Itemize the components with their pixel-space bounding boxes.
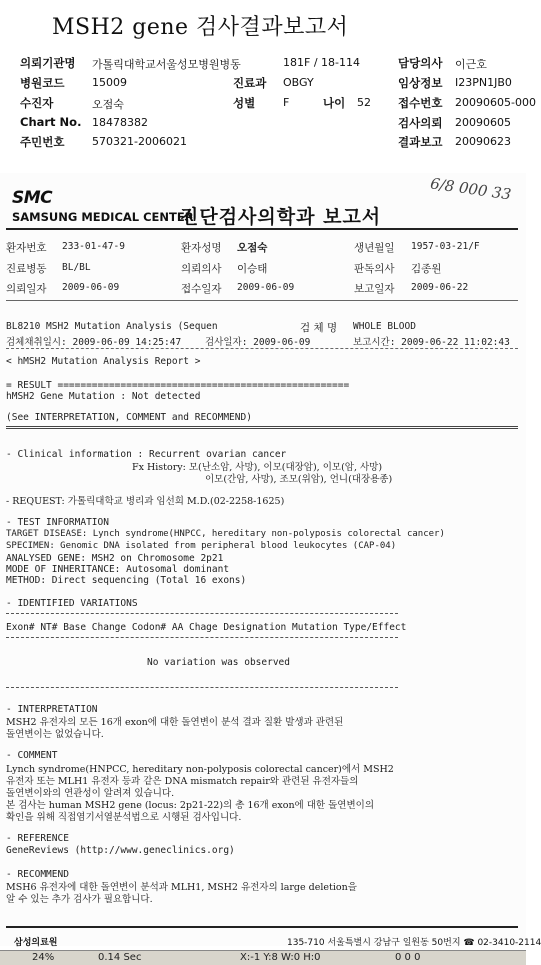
info-label: 접수일자 — [181, 283, 222, 295]
summary-value: F — [283, 96, 290, 109]
summary-value: 20090605 — [455, 116, 511, 129]
summary-value: 오점숙 — [92, 98, 124, 111]
comment-text: Lynch syndrome(HNPCC, hereditary non-polyposis colorectal cancer)에서 MSH2 — [6, 764, 394, 775]
summary-value: I23PN1JB0 — [455, 76, 512, 89]
report-title: 진단검사의학과 보고서 — [180, 206, 382, 228]
footer-divider — [6, 926, 518, 928]
analysed-gene: ANALYSED GENE: MSH2 on Chromosome 2p21 — [6, 553, 224, 564]
divider — [6, 613, 398, 614]
title-divider — [6, 228, 518, 230]
divider — [6, 348, 518, 349]
reference-link: GeneReviews (http://www.geneclinics.org) — [6, 845, 235, 856]
recommend-text: MSH6 유전자에 대한 돌연변이 분석과 MLH1, MSH2 유전자의 large deletion을 — [6, 882, 357, 893]
info-value: 2009-06-22 — [411, 282, 469, 293]
comment-text: 돌연변이와의 연관성이 알려져 있습니다. — [6, 788, 175, 799]
recommend-heading: - RECOMMEND — [6, 869, 69, 880]
summary-value: 15009 — [92, 76, 127, 89]
info-value: 이승태 — [237, 263, 268, 275]
summary-value: 20090623 — [455, 135, 511, 148]
info-value: 김종원 — [411, 263, 442, 275]
info-label: 생년월일 — [354, 242, 395, 254]
comment-text: 본 검사는 human MSH2 gene (locus: 2p21-22)의 총 16개 exon에 대한 돌연변이의 — [6, 800, 375, 811]
info-value: 오점숙 — [237, 242, 268, 254]
result-heading: = RESULT =================================================== — [6, 380, 350, 391]
variation-table-header: Exon# NT# Base Change Codon# AA Chage Designation Mutation Type/Effect — [6, 622, 407, 633]
method: METHOD: Direct sequencing (Total 16 exons) — [6, 575, 247, 586]
inheritance-mode: MODE OF INHERITANCE: Autosomal dominant — [6, 564, 230, 575]
info-label: 의뢰의사 — [181, 263, 222, 275]
comment-text: 확인을 위해 직접염기서열분석법으로 시행된 검사입니다. — [6, 812, 242, 823]
interpretation-heading: - INTERPRETATION — [6, 704, 98, 715]
summary-value: 570321-2006021 — [92, 135, 187, 148]
summary-label: 임상정보 — [398, 76, 443, 90]
see-interpretation: (See INTERPRETATION, COMMENT and RECOMMEND) — [6, 412, 252, 423]
test-info-heading: - TEST INFORMATION — [6, 517, 109, 528]
family-history: Fx History: 모(난소암, 사망), 이모(대장암), 이모(암, 사망) — [132, 462, 383, 473]
request-line: - REQUEST: 가톨릭대학교 병리과 임선희 M.D.(02-2258-1625) — [6, 496, 285, 507]
collect-time: 검체채취일시: 2009-06-09 14:25:47 — [6, 337, 182, 348]
result-line: hMSH2 Gene Mutation : Not detected — [6, 391, 201, 402]
footer-hospital: 삼성의료원 — [14, 938, 58, 948]
identified-heading: - IDENTIFIED VARIATIONS — [6, 598, 138, 609]
smc-logo: SMC — [12, 188, 53, 208]
summary-label: 결과보고 — [398, 135, 443, 149]
divider — [6, 637, 398, 638]
center-name: SAMSUNG MEDICAL CENTER — [12, 210, 194, 224]
divider — [6, 687, 398, 688]
footer-address: 135-710 서울특별시 강남구 일원동 50번지 ☎ 02-3410-2114 — [287, 938, 541, 948]
comment-text: 유전자 또는 MLH1 유전자 등과 같은 DNA mismatch repair와 관련된 유전자들의 — [6, 776, 359, 787]
info-label: 환자번호 — [6, 242, 47, 254]
report-time: 보고시간: 2009-06-22 11:02:43 — [353, 337, 510, 348]
summary-label: 검사의뢰 — [398, 116, 443, 130]
cursor-coords: X:-1 Y:8 W:0 H:0 — [240, 952, 321, 963]
info-label: 판독의사 — [354, 263, 395, 275]
info-label: 의뢰일자 — [6, 283, 47, 295]
reference-heading: - REFERENCE — [6, 833, 69, 844]
summary-title: MSH2 gene 검사결과보고서 — [52, 15, 349, 40]
status-bar — [0, 950, 526, 965]
interpretation-text: 돌연변이는 없었습니다. — [6, 729, 104, 740]
family-history: 이모(간암, 사망), 조모(위암), 언니(대장용종) — [205, 474, 393, 485]
summary-label: 접수번호 — [398, 96, 443, 110]
interpretation-text: MSH2 유전자의 모든 16개 exon에 대한 돌연변이 분석 결과 질환 발생과 관련된 — [6, 717, 344, 728]
specimen-value: WHOLE BLOOD — [353, 321, 416, 332]
summary-label: 담당의사 — [398, 56, 443, 70]
info-value: 2009-06-09 — [237, 282, 295, 293]
summary-value: 이근호 — [455, 58, 487, 71]
summary-label: 성별 — [233, 96, 256, 110]
info-label: 환자성명 — [181, 242, 222, 254]
summary-label: 진료과 — [233, 76, 267, 90]
recommend-text: 알 수 있는 추가 검사가 필요합니다. — [6, 894, 153, 905]
summary-label: 나이 — [323, 96, 346, 110]
summary-value: 52 — [357, 96, 371, 109]
double-divider — [6, 426, 518, 429]
info-label: 보고일자 — [354, 283, 395, 295]
summary-value: 가톨릭대학교서울성모병원병동 — [92, 58, 241, 71]
info-value: 233-01-47-9 — [62, 241, 125, 252]
specimen-info: SPECIMEN: Genomic DNA isolated from peripheral blood leukocytes (CAP-04) — [6, 541, 397, 551]
info-value: 1957-03-21/F — [411, 241, 480, 252]
summary-value: 20090605-000 — [455, 96, 536, 109]
info-label: 진료병동 — [6, 263, 47, 275]
summary-label: 수진자 — [20, 96, 54, 110]
pixel-rgb: 0 0 0 — [395, 952, 421, 963]
summary-label: 주민번호 — [20, 135, 65, 149]
summary-value: OBGY — [283, 76, 314, 89]
summary-label: 의뢰기관명 — [20, 56, 76, 70]
summary-label: Chart No. — [20, 115, 82, 129]
zoom-level: 24% — [32, 952, 55, 963]
specimen-label: 검 체 명 — [300, 322, 338, 334]
target-disease: TARGET DISEASE: Lynch syndrome(HNPCC, hereditary non-polyposis colorectal cancer) — [6, 529, 445, 539]
comment-heading: - COMMENT — [6, 750, 58, 761]
info-divider — [6, 300, 518, 301]
info-value: 2009-06-09 — [62, 282, 120, 293]
test-code: BL8210 MSH2 Mutation Analysis (Sequen — [6, 321, 218, 332]
no-variation: No variation was observed — [147, 657, 290, 668]
info-value: BL/BL — [62, 262, 91, 273]
report-heading: < hMSH2 Mutation Analysis Report > — [6, 356, 201, 367]
exam-date: 검사일자: 2009-06-09 — [205, 337, 311, 348]
handwritten-note: 6/8 000 33 — [429, 174, 513, 204]
clinical-info: - Clinical information : Recurrent ovarian cancer — [6, 449, 287, 460]
summary-value: 18478382 — [92, 116, 148, 129]
summary-value: 181F / 18-114 — [283, 56, 360, 69]
render-time: 0.14 Sec — [98, 952, 142, 963]
summary-label: 병원코드 — [20, 76, 65, 90]
